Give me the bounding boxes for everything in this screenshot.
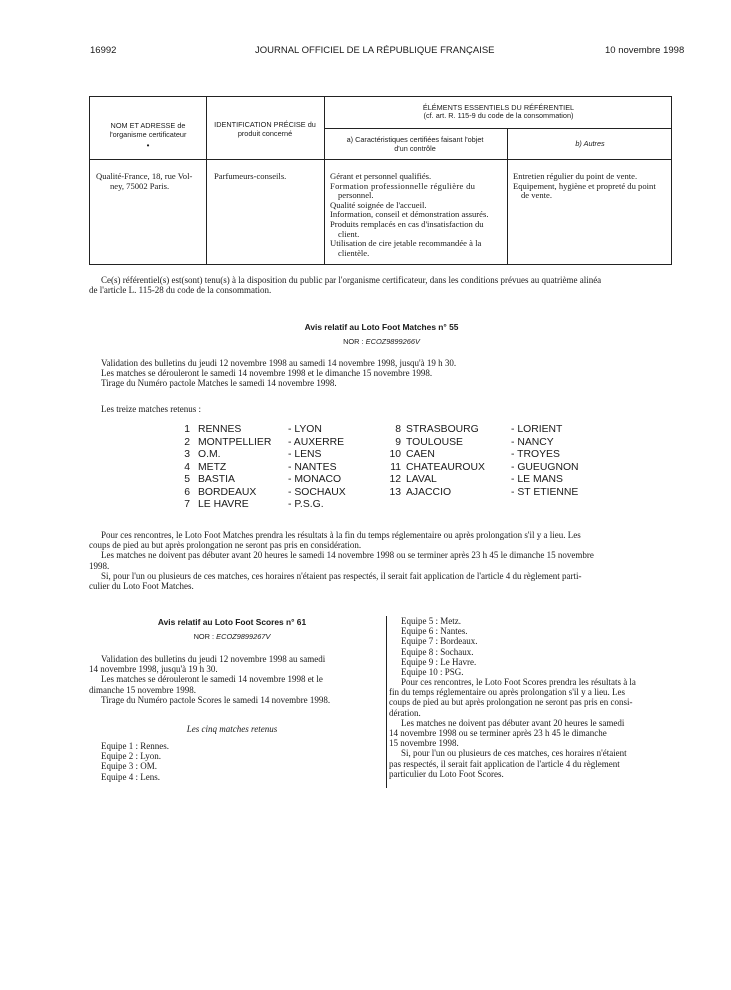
scores-outro: Pour ces rencontres, le Loto Foot Scores prendra les résultats à la fin du temps réglementaire ou après prolongation s'il y a lieu. Les coups de pied au but après prolongation ne seront pas pris en consi- dération. Les matches ne doivent pas débuter avant 20 heures le samedi 14 novembre 1998 ou se terminer après 23 h 45 le dimanche 15 novembre 1998. Si, pour l'un ou plusieurs de ces matches, ces horaires n'étaient pas respectés, il serait fait application de l'article 4 du règlement particulier du Loto Foot Scores.: [389, 677, 636, 779]
cell-organisme: Qualité-France, 18, rue Vol- ney, 75002 Paris.: [96, 171, 193, 191]
list-item: - SOCHAUX: [288, 486, 346, 498]
list-item: LE HAVRE: [198, 499, 249, 510]
cell-caracteristiques: Gérant et personnel qualifiés. Formation professionnelle régulière du personnel. Qualité soignée de l'accueil. Information, conseil et démonstration assurés. Produits remplacés en cas d'insatisfaction du client. Utilisation de cire jetable recommandée à la clientèle.: [330, 171, 489, 258]
scores-subheading: Les cinq matches retenus: [186, 724, 278, 734]
list-item: LAVAL: [406, 474, 437, 485]
referentiel-note: Ce(s) référentiel(s) est(sont) tenu(s) à la disposition du public par l'organisme certificateur, dans les conditions prévues au quatrième alinéa de l'article L. 115-28 du code de la consommation.: [89, 275, 602, 296]
list-item: Equipe 8 : Sochaux.: [401, 646, 474, 657]
column-divider: [386, 616, 387, 788]
matches-intro: Validation des bulletins du jeudi 12 novembre 1998 au samedi 14 novembre 1998, jusqu'à 19 h 30. Les matches se dérouleront le samedi 14 novembre 1998 et le dimanche 15 novembre 1998. Tirage du Numéro pactole Matches le samedi 14 novembre 1998.: [101, 358, 457, 389]
list-item: CAEN: [406, 449, 435, 460]
list-item: - NANTES: [288, 461, 337, 473]
matches-left-home: [198, 424, 271, 512]
matches-notice-title: Avis relatif au Loto Foot Matches n° 55: [304, 322, 459, 332]
matches-right-away: [511, 424, 579, 499]
list-item: Equipe 9 : Le Havre.: [401, 656, 477, 667]
list-item: AJACCIO: [406, 486, 452, 498]
cell-autres: Entretien régulier du point de vente. Equipement, hygiène et propreté du point de vente.: [513, 171, 656, 201]
scores-teams-right: [401, 616, 477, 677]
list-item: Equipe 2 : Lyon.: [101, 751, 161, 762]
issue-date: 10 novembre 1998: [605, 45, 685, 56]
list-item: METZ: [198, 461, 227, 473]
list-item: CHATEAUROUX: [406, 461, 485, 473]
list-item: O.M.: [198, 449, 221, 460]
matches-nor: NOR : ECOZ9899266V: [343, 337, 420, 346]
page-number: 16992: [90, 45, 117, 56]
list-item: - P.S.G.: [288, 499, 324, 510]
matches-left-numbers: 1 2 3 4 5 6 7: [184, 424, 190, 510]
matches-list-intro: Les treize matches retenus :: [101, 404, 201, 414]
list-item: - NANCY: [511, 436, 554, 448]
cell-produit: Parfumeurs-conseils.: [214, 171, 287, 181]
list-item: MONTPELLIER: [198, 436, 272, 448]
list-item: - AUXERRE: [288, 436, 345, 448]
list-item: Equipe 3 : OM.: [101, 761, 157, 772]
list-item: - LORIENT: [511, 424, 563, 435]
matches-right-home: [406, 424, 485, 499]
scores-intro: Validation des bulletins du jeudi 12 novembre 1998 au samedi 14 novembre 1998, jusqu'à 19 h 30. Les matches se dérouleront le samedi 14 novembre 1998 et le dimanche 15 novembre 1998. Tirage du Numéro pactole Scores le samedi 14 novembre 1998.: [89, 654, 331, 705]
header-elements: ÉLÉMENTS ESSENTIELS DU RÉFÉRENTIEL: [422, 103, 575, 112]
list-item: - TROYES: [511, 449, 560, 460]
list-item: STRASBOURG: [406, 424, 479, 435]
list-item: - ST ETIENNE: [511, 486, 579, 498]
matches-right-numbers: 8 9 10 11 12 13: [389, 424, 401, 498]
list-item: - MONACO: [288, 474, 342, 485]
list-item: Equipe 7 : Bordeaux.: [401, 636, 478, 647]
header-caracteristiques: a) Caractéristiques certifiées faisant l'objet d'un contrôle: [346, 135, 484, 153]
list-item: Equipe 4 : Lens.: [101, 771, 160, 782]
matches-left-away: [288, 424, 346, 512]
list-item: BORDEAUX: [198, 486, 257, 498]
list-item: - GUEUGNON: [511, 461, 579, 473]
scores-nor: NOR : ECOZ9899267V: [193, 632, 271, 641]
list-item: - LENS: [288, 449, 322, 460]
header-organisme: NOM ET ADRESSE de l'organisme certificateur: [109, 121, 187, 139]
list-item: RENNES: [198, 424, 242, 435]
header-produit: IDENTIFICATION PRÉCISE du produit concerné: [214, 120, 316, 138]
matches-outro: Pour ces rencontres, le Loto Foot Matches prendra les résultats à la fin du temps réglementaire ou après prolongation s'il y a lieu. Les coups de pied au but après prolongation ne seront pas pris en considération. Les matches ne doivent pas débuter avant 20 heures le samedi 14 novembre 1998 ou se terminer après 23 h 45 le dimanche 15 novembre 1998. Si, pour l'un ou plusieurs de ces matches, ces horaires n'étaient pas respectés, il serait fait application de l'article 4 du règlement parti- culier du Loto Foot Matches.: [89, 530, 594, 592]
journal-title: JOURNAL OFFICIEL DE LA RÉPUBLIQUE FRANÇAISE: [255, 45, 495, 56]
certification-table: NOM ET ADRESSE de l'organisme certificateur • IDENTIFICATION PRÉCISE du produit concerné ÉLÉMENTS ESSENTIELS DU RÉFÉRENTIEL (cf. art. R. 115-9 du code de la consommation) a) Caractéristiques certifiées faisant l'objet d'un contrôle b) Autres Qualité-France, 18, rue Vol- ney, 75002 Paris. Parfumeurs-conseils. Gérant et personnel qualifiés. Formation professionnelle régulière du personnel. Qualité soignée de l'accueil. Information, conseil et démonstration assurés. Produits remplacés en cas d'insatisfaction du client. Utilisation de cire jetable recommandée à la clientèle. Entretien régulier du point de vente. Equipement, hygiène et propreté du point de vente.: [89, 96, 672, 265]
list-item: TOULOUSE: [406, 436, 463, 448]
header-elements-subtitle: (cf. art. R. 115-9 du code de la consommation): [423, 111, 574, 120]
list-item: Equipe 5 : Metz.: [401, 616, 461, 626]
list-item: Equipe 6 : Nantes.: [401, 626, 468, 637]
list-item: Equipe 10 : PSG.: [401, 667, 464, 678]
scores-teams-left: [101, 741, 169, 782]
list-item: BASTIA: [198, 474, 235, 485]
list-item: - LE MANS: [511, 474, 563, 485]
header-autres: b) Autres: [575, 139, 605, 148]
list-item: Equipe 1 : Rennes.: [101, 741, 169, 751]
scores-notice-title: Avis relatif au Loto Foot Scores n° 61: [157, 617, 307, 627]
list-item: - LYON: [288, 424, 322, 435]
